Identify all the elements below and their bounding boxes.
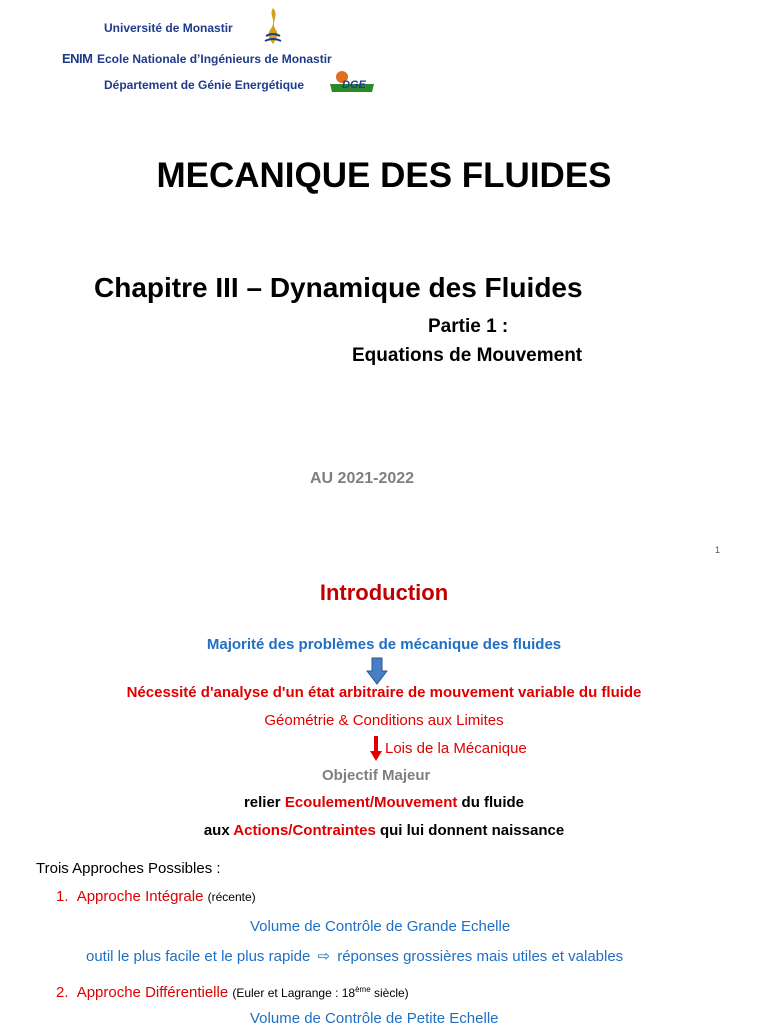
approach-1-label: Approche Intégrale <box>76 888 204 905</box>
intro-line-1: Majorité des problèmes de mécanique des fluides <box>206 636 562 653</box>
approach-2-label: Approche Différentielle <box>76 984 229 1001</box>
line-6-prefix: relier <box>243 794 285 811</box>
main-title: MECANIQUE DES FLUIDES <box>156 156 612 195</box>
approach-2-number: 2. <box>56 984 69 1001</box>
right-arrow-icon: ⇨ <box>317 948 331 965</box>
department-logo <box>328 70 376 94</box>
approach-1 <box>56 888 256 905</box>
red-arrow-down-icon <box>370 736 382 762</box>
chapter-title: Chapitre III – Dynamique des Fluides <box>94 272 583 303</box>
arrow-down-icon <box>366 657 388 685</box>
part-label: Partie 1 : <box>428 316 509 337</box>
intro-line-4: Lois de la Mécanique <box>385 740 527 757</box>
approach-1-note: (récente) <box>207 890 256 904</box>
department-logo-text: DGE <box>342 79 366 91</box>
line-7-suffix: qui lui donnent naissance <box>375 822 565 839</box>
school-name: Ecole Nationale d’Ingénieurs de Monastir <box>97 52 332 66</box>
intro-line-7 <box>0 822 768 839</box>
department-name: Département de Génie Energétique <box>104 78 305 92</box>
line-6-suffix: du fluide <box>457 794 525 811</box>
academic-year: AU 2021-2022 <box>310 470 415 487</box>
university-name: Université de Monastir <box>104 21 233 35</box>
intro-line-2: Nécessité d'analyse d'un état arbitraire de mouvement variable du fluide <box>126 684 642 701</box>
introduction-slide <box>0 560 768 1027</box>
line-7-highlight: Actions/Contraintes <box>233 822 376 839</box>
note-prefix: (Euler et Lagrange : 18 <box>232 986 356 1000</box>
university-emblem-icon <box>260 6 286 46</box>
intro-line-3: Géométrie & Conditions aux Limites <box>264 712 504 729</box>
note-sup: ème <box>355 985 371 994</box>
enim-logo: ENIM <box>62 51 93 66</box>
part-title: Equations de Mouvement <box>352 345 583 366</box>
slide-title: Introduction <box>319 580 449 605</box>
approach-2-detail-1: Volume de Contrôle de Petite Echelle <box>250 1010 499 1027</box>
approach-2 <box>56 984 409 1001</box>
page-number: 1 <box>715 545 721 555</box>
approaches-title: Trois Approches Possibles : <box>36 860 221 877</box>
note-suffix: siècle) <box>370 986 409 1000</box>
intro-line-5: Objectif Majeur <box>322 767 431 784</box>
approach-1-detail-1: Volume de Contrôle de Grande Echelle <box>250 918 511 935</box>
detail-2a: outil le plus facile et le plus rapide <box>86 948 311 965</box>
approach-2-note <box>232 986 408 1000</box>
detail-2b: réponses grossières mais utiles et valables <box>337 948 624 965</box>
line-6-highlight: Ecoulement/Mouvement <box>284 794 458 811</box>
approach-1-number: 1. <box>56 888 69 905</box>
line-7-prefix: aux <box>203 822 234 839</box>
intro-line-6 <box>0 794 768 811</box>
approach-1-detail-2 <box>86 947 623 965</box>
